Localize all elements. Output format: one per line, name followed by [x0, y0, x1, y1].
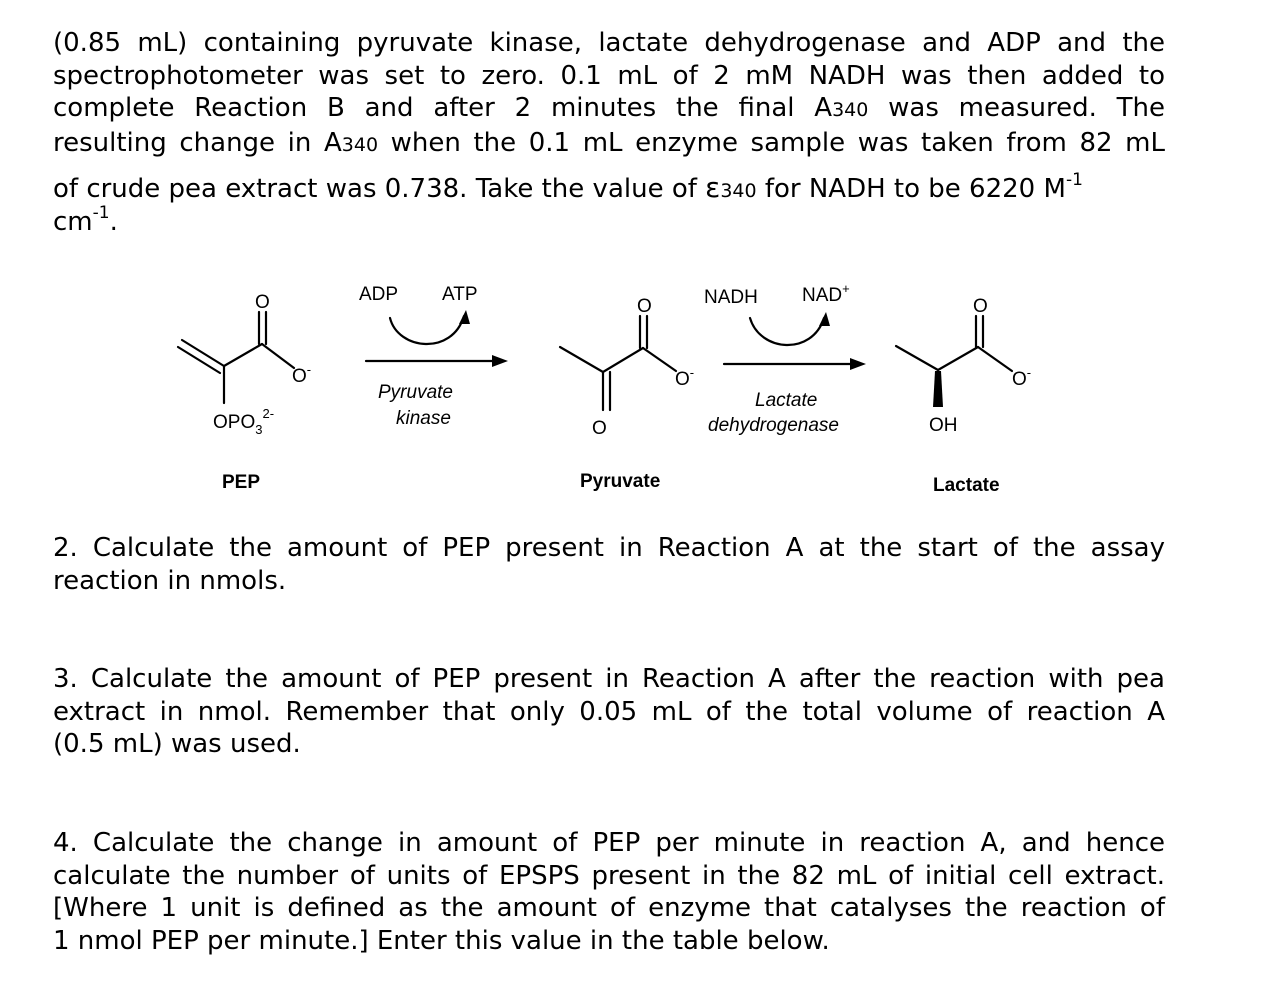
arrowhead-2 [850, 358, 866, 370]
pyruvate-keto-o: O [592, 418, 607, 439]
enzyme-lactate-dehydrogenase-line2: dehydrogenase [708, 415, 839, 436]
intro-line-3: complete Reaction B and after 2 minutes the final A340 was measured. The [53, 93, 1166, 123]
question-4-line-3: [Where 1 unit is defined as the amount of enzyme that catalyses the reaction of [53, 893, 1165, 923]
intro-line-4: resulting change in A340 when the 0.1 mL enzyme sample was taken from 82 mL [53, 127, 1165, 158]
atp-label: ATP [442, 284, 478, 305]
intro-line-1: (0.85 mL) containing pyruvate kinase, lactate dehydrogenase and ADP and the [53, 28, 1165, 58]
subscript-340: 340 [720, 180, 757, 202]
intro-line-5: of crude pea extract was 0.738. Take the value of ε340 for NADH to be 6220 $M^{-1}$ [53, 170, 1083, 204]
pyruvate-structure [560, 316, 676, 410]
question-3-line-1: 3. Calculate the amount of PEP present in Reaction A after the reaction with pea [53, 664, 1165, 694]
lactate-name-label: Lactate [933, 475, 1000, 496]
lactate-oh: OH [929, 415, 958, 436]
wedge-bond [933, 371, 943, 407]
enzyme-pyruvate-kinase-line2: kinase [396, 408, 451, 429]
arrow-lactate-dehydrogenase [724, 318, 854, 364]
subscript-340: 340 [832, 99, 869, 121]
nad-label: NAD+ [802, 281, 850, 306]
lactate-structure [896, 316, 1012, 371]
nadh-label: NADH [704, 287, 758, 308]
pyruvate-carbonyl-o-top: O [637, 296, 652, 317]
question-2 [53, 532, 1165, 597]
subscript-340: 340 [341, 133, 379, 156]
curved-arrowhead-1 [459, 310, 470, 324]
pep-name-label: PEP [222, 472, 261, 493]
question-4-line-4: 1 nmol PEP per minute.] Enter this value in the table below. [53, 925, 830, 956]
curved-arrowhead-2 [819, 312, 830, 326]
epsilon-symbol: ε [705, 171, 721, 204]
pep-structure [178, 312, 294, 403]
enzyme-pyruvate-kinase-line1: Pyruvate [378, 382, 453, 403]
pep-carbonyl-o: O [255, 292, 270, 313]
question-3-line-2: extract in nmol. Remember that only 0.05 mL of the total volume of reaction A [53, 696, 1165, 727]
adp-label: ADP [359, 284, 399, 305]
question-3 [53, 663, 1165, 761]
lactate-o-minus: O- [1012, 365, 1032, 390]
intro-line-6: $cm^{-1}$. [53, 202, 118, 237]
question-4 [53, 827, 1165, 957]
enzyme-lactate-dehydrogenase-line1: Lactate [755, 390, 818, 411]
arrow-pyruvate-kinase [366, 316, 496, 361]
intro-line-2: spectrophotometer was set to zero. 0.1 mL of 2 mM NADH was then added to [53, 60, 1165, 91]
pyruvate-name-label: Pyruvate [580, 471, 661, 492]
question-4-line-2: calculate the number of units of EPSPS present in the 82 mL of initial cell extract. [53, 860, 1165, 891]
lactate-carbonyl-o: O [973, 296, 988, 317]
question-4-line-1: 4. Calculate the change in amount of PEP per minute in reaction A, and hence [53, 828, 1165, 858]
question-3-line-3: (0.5 mL) was used. [53, 729, 301, 759]
superscript-minus-one: -1 [1065, 170, 1083, 190]
arrowhead-1 [492, 355, 508, 367]
pyruvate-o-minus: O- [675, 365, 695, 390]
question-2-line-1: 2. Calculate the amount of PEP present in Reaction A at the start of the assay [53, 533, 1165, 563]
pep-phosphate: $OPO_3^{2-}$ [213, 406, 275, 437]
superscript-minus-one: -1 [92, 202, 110, 223]
pep-o-minus: O- [292, 362, 312, 387]
question-2-line-2: reaction in nmols. [53, 565, 287, 596]
